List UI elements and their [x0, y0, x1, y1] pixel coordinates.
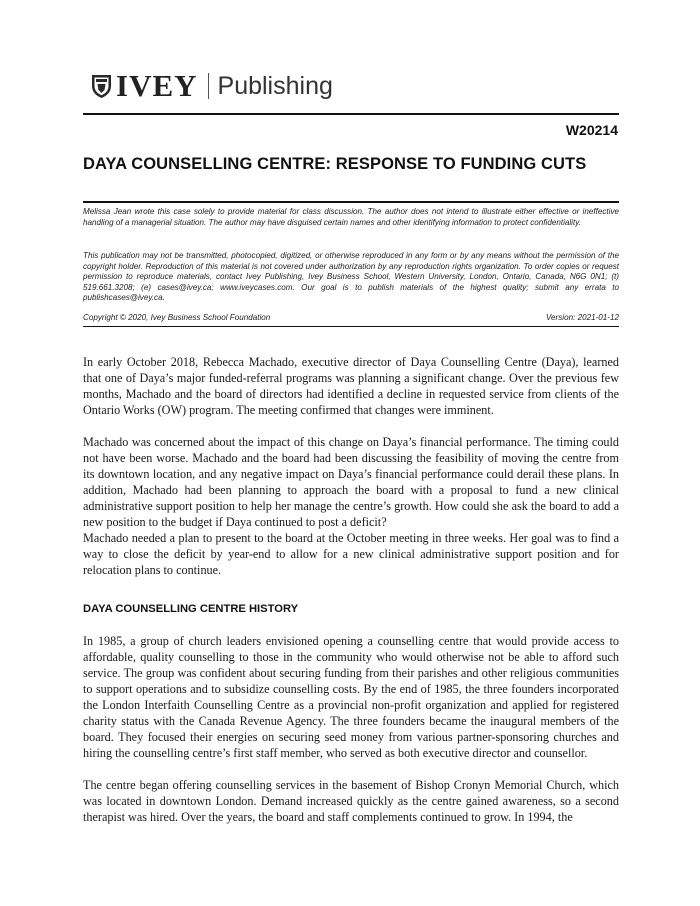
logo-divider	[208, 73, 209, 99]
history-paragraph: In 1985, a group of church leaders envisioned opening a counselling centre that would provide access to affordable, quality counselling to those in the community who would otherwise not be able to afford such service. The group was confident about securing funding from their parishes and other religious communities to support operations and to subsidize counselling costs. By the end of 1985, the three founders incorporated the London Interfaith Counselling Centre as a provincial non-profit organization and applied for registered charity status with the Canada Revenue Agency. The three founders became the inaugural members of the board. They focused their energies on securing seed money from various partner-sponsoring churches and hiring the counselling centre’s first staff member, who served as both executive director and counsellor.	[83, 634, 619, 760]
body-paragraph: In early October 2018, Rebecca Machado, executive director of Daya Counselling Centre (Daya), learned that one of Daya’s major funded-referral programs was planning a significant change. Over the previous few months, Machado and the board of directors had identified a decline in requested service from clients of the Ontario Works (OW) program. The meeting confirmed that changes were imminent.	[83, 355, 619, 417]
disclaimer-bottom-rule	[83, 326, 619, 327]
version-text: Version: 2021-01-12	[545, 313, 619, 322]
case-number: W20214	[565, 122, 618, 138]
copyright-text: Copyright © 2020, Ivey Business School Foundation	[83, 313, 271, 322]
section-heading: DAYA COUNSELLING CENTRE HISTORY	[83, 603, 299, 615]
ivey-crest-icon	[91, 73, 112, 99]
header-rule	[83, 113, 619, 115]
logo-wordmark: IVEY	[116, 68, 198, 103]
authorship-disclaimer: Melissa Jean wrote this case solely to provide material for class discussion. The author does not intend to illustrate either effective or ineffective handling of a managerial situation. The author may have disguised certain names and other identifying information to protect confidentiality.	[83, 207, 619, 227]
ivey-publishing-logo	[91, 68, 333, 104]
logo-publishing-label: Publishing	[217, 72, 333, 100]
body-paragraph: Machado needed a plan to present to the board at the October meeting in three weeks. Her goal was to find a way to close the deficit by year-end to allow for a new clinical administrative support position and for relocation plans to continue.	[83, 531, 619, 577]
reproduction-notice: This publication may not be transmitted, photocopied, digitized, or otherwise reproduced in any form or by any means without the permission of the copyright holder. Reproduction of this material is not covered under authorization by any reproduction rights organization. To order copies or request permission to reproduce materials, contact Ivey Publishing, Ivey Business School, Western University, London, Ontario, Canada, N6G 0N1; (t) 519.661.3208; (e) cases@ivey.ca; www.iveycases.com. Our goal is to publish materials of the highest quality; submit any errata to publishcases@ivey.ca.	[83, 251, 619, 302]
copyright-row	[83, 313, 619, 322]
body-paragraph: Machado was concerned about the impact of this change on Daya’s financial performance. The timing could not have been worse. Machado and the board had been discussing the feasibility of moving the centre from its downtown location, and any negative impact on Daya’s financial performance could derail these plans. In addition, Machado had been planning to approach the board with a proposal to fund a new clinical administrative support position to help her manage the centre’s growth. How could she ask the board to add a new position to the budget if Daya continued to post a deficit?	[83, 435, 619, 529]
case-title: DAYA COUNSELLING CENTRE: RESPONSE TO FUNDING CUTS	[83, 155, 587, 173]
disclaimer-top-rule	[83, 201, 619, 203]
history-paragraph: The centre began offering counselling services in the basement of Bishop Cronyn Memorial Church, which was located in downtown London. Demand increased quickly as the centre gained awareness, so a second therapist was hired. Over the years, the board and staff complements continued to grow. In 1994, the	[83, 778, 619, 824]
